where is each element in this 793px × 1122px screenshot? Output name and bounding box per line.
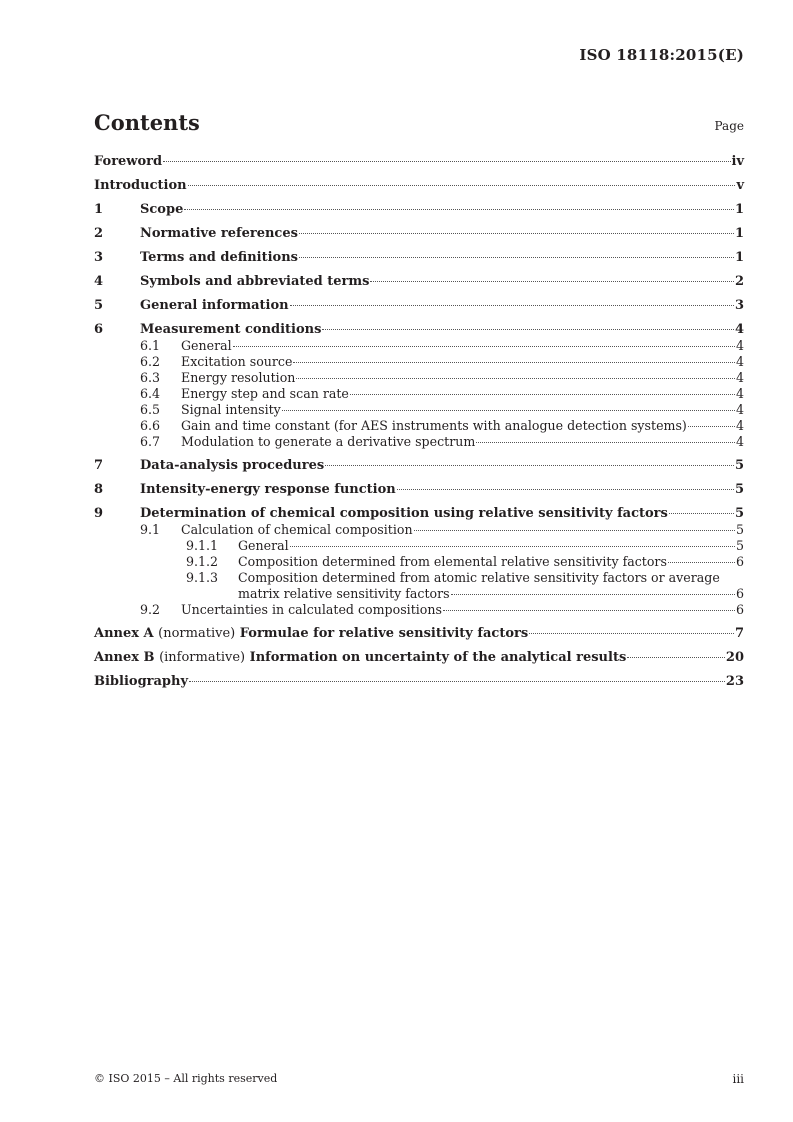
contents-title: Contents [94, 110, 200, 135]
toc-entry-6-4-energy-step-scan-rate[interactable] [94, 386, 744, 402]
toc-leader-dots [325, 465, 734, 466]
toc-section-number: 6.4 [140, 386, 161, 401]
toc-section-number: 7 [94, 458, 104, 473]
toc-entry-6-5-signal-intensity[interactable] [94, 402, 744, 418]
toc-leader-dots [282, 410, 735, 411]
toc-entry-9-1-2-elemental-rsf[interactable] [94, 554, 744, 570]
toc-entry-text: General [238, 538, 289, 553]
toc-entry-scope[interactable] [94, 202, 744, 218]
toc-entry-text: Excitation source [181, 354, 293, 369]
toc-entry-text: Bibliography [94, 674, 189, 689]
toc-page-number: 4 [735, 370, 744, 385]
toc-entry-text: Normative references [140, 226, 298, 241]
toc-section-number: 9.1.2 [186, 554, 219, 569]
toc-section-number: 9.1.3 [186, 570, 219, 585]
toc-entry-terms-and-definitions[interactable] [94, 250, 744, 266]
toc-entry-text-line2: matrix relative sensitivity factors [238, 586, 450, 601]
toc-leader-dots [529, 633, 734, 634]
toc-page-number: 5 [734, 458, 744, 473]
toc-entry-9-2-uncertainties[interactable] [94, 602, 744, 618]
toc-page-number: 6 [735, 554, 744, 569]
toc-entry-6-3-energy-resolution[interactable] [94, 370, 744, 386]
toc-entry-6-2-excitation-source[interactable] [94, 354, 744, 370]
toc-page-number: 5 [734, 506, 744, 521]
toc-entry-text: Signal intensity [181, 402, 281, 417]
toc-entry-9-1-3-atomic-rsf[interactable] [94, 570, 744, 602]
toc-entry-text: General information [140, 298, 289, 313]
toc-entry-text: Introduction [94, 178, 187, 193]
copyright-notice: © ISO 2015 – All rights reserved [94, 1072, 278, 1085]
toc-entry-text: General [181, 338, 232, 353]
toc-entry-normative-references[interactable] [94, 226, 744, 242]
toc-entry-9-1-1-general[interactable] [94, 538, 744, 554]
toc-entry-text: Composition determined from elemental relative sensitivity factors [238, 554, 667, 569]
toc-entry-text: Gain and time constant (for AES instruments with analogue detection systems) [181, 418, 687, 433]
toc-section-number: 6.2 [140, 354, 161, 369]
toc-leader-dots [370, 281, 733, 282]
toc-page-number: 4 [735, 418, 744, 433]
toc-leader-dots [299, 233, 734, 234]
toc-entry-text [94, 626, 528, 642]
toc-leader-dots [451, 594, 735, 595]
toc-leader-dots [290, 305, 734, 306]
toc-entry-determination-chemical-composition[interactable] [94, 506, 744, 522]
toc-page-number: 1 [734, 250, 744, 265]
toc-section-number: 8 [94, 482, 104, 497]
toc-section-number: 1 [94, 202, 104, 217]
toc-page-number: 4 [735, 402, 744, 417]
toc-entry-symbols-abbreviated-terms[interactable] [94, 274, 744, 290]
toc-entry-text: Data-analysis procedures [140, 458, 325, 473]
toc-page-number: 4 [735, 338, 744, 353]
toc-leader-dots [443, 610, 735, 611]
toc-page-number: iv [731, 154, 744, 169]
document-header: ISO 18118:2015(E) [579, 46, 744, 64]
toc-page-number: 6 [735, 586, 744, 601]
annex-kind: (normative) [158, 626, 236, 641]
toc-page-number: 1 [734, 226, 744, 241]
toc-section-number: 9.1 [140, 522, 161, 537]
toc-leader-dots [476, 442, 735, 443]
toc-entry-text: Scope [140, 202, 184, 217]
toc-entry-text: Uncertainties in calculated compositions [181, 602, 442, 617]
toc-leader-dots [184, 209, 734, 210]
page-number: iii [732, 1072, 744, 1086]
toc-entry-6-7-modulation[interactable] [94, 434, 744, 450]
annex-kind: (informative) [159, 650, 246, 665]
toc-section-number: 6.1 [140, 338, 161, 353]
annex-label: Annex B [94, 650, 155, 665]
toc-entry-6-6-gain-time-constant[interactable] [94, 418, 744, 434]
toc-page-number: 7 [734, 626, 744, 641]
toc-section-number: 6 [94, 322, 104, 337]
toc-entry-annex-a[interactable] [94, 626, 744, 642]
toc-entry-text: Intensity-energy response function [140, 482, 396, 497]
toc-page-number: 6 [735, 602, 744, 617]
toc-section-number: 5 [94, 298, 104, 313]
toc-entry-text [94, 650, 626, 666]
toc-entry-9-1-calculation[interactable] [94, 522, 744, 538]
toc-entry-text: Energy resolution [181, 370, 296, 385]
annex-title: Formulae for relative sensitivity factors [239, 626, 529, 641]
toc-section-number: 9 [94, 506, 104, 521]
toc-leader-dots [350, 394, 735, 395]
contents-title-row [94, 110, 744, 135]
toc-leader-dots [293, 362, 735, 363]
toc-section-number: 9.1.1 [186, 538, 219, 553]
toc-section-number: 4 [94, 274, 104, 289]
toc-leader-dots [397, 489, 734, 490]
toc-entry-text: Calculation of chemical composition [181, 522, 413, 537]
toc-entry-text: Energy step and scan rate [181, 386, 349, 401]
toc-leader-dots [188, 185, 736, 186]
toc-section-number: 2 [94, 226, 104, 241]
toc-leader-dots [233, 346, 735, 347]
toc-entry-text: Symbols and abbreviated terms [140, 274, 370, 289]
toc-page-number: 5 [735, 538, 744, 553]
toc-leader-dots [163, 161, 730, 162]
toc-page-number: 5 [734, 482, 744, 497]
toc-page-number: 4 [734, 322, 744, 337]
toc-section-number: 6.6 [140, 418, 161, 433]
toc-entry-measurement-conditions[interactable] [94, 322, 744, 338]
toc-page-number: v [736, 178, 744, 193]
toc-section-number: 9.2 [140, 602, 161, 617]
toc-page-number: 20 [725, 650, 744, 665]
page-column-label: Page [714, 119, 744, 133]
annex-label: Annex A [94, 626, 154, 641]
toc-leader-dots [414, 530, 735, 531]
toc-leader-dots [669, 513, 734, 514]
toc-entry-text: Foreword [94, 154, 163, 169]
toc-page-number: 3 [734, 298, 744, 313]
toc-page-number: 2 [734, 274, 744, 289]
toc-entry-text-line1: Composition determined from atomic relative sensitivity factors or average [238, 570, 720, 585]
toc-page-number: 4 [735, 434, 744, 449]
toc-entry-data-analysis-procedures[interactable] [94, 458, 744, 474]
toc-entry-text: Measurement conditions [140, 322, 322, 337]
toc-leader-dots [299, 257, 734, 258]
toc-entry-annex-b[interactable] [94, 650, 744, 666]
toc-leader-dots [296, 378, 735, 379]
toc-page-number: 4 [735, 386, 744, 401]
toc-page-number: 5 [735, 522, 744, 537]
toc-entry-text: Terms and definitions [140, 250, 298, 265]
toc-page-number: 1 [734, 202, 744, 217]
toc-entry-intensity-energy-response[interactable] [94, 482, 744, 498]
toc-page-number: 23 [725, 674, 744, 689]
toc-entry-foreword[interactable] [94, 154, 744, 170]
toc-leader-dots [189, 681, 725, 682]
toc-leader-dots [627, 657, 725, 658]
toc-entry-text: Determination of chemical composition using relative sensitivity factors [140, 506, 668, 521]
toc-leader-dots [688, 426, 735, 427]
page-footer [94, 1072, 744, 1086]
toc-entry-text: Modulation to generate a derivative spectrum [181, 434, 476, 449]
toc-leader-dots [322, 329, 734, 330]
toc-section-number: 6.3 [140, 370, 161, 385]
toc-entry-6-1-general[interactable] [94, 338, 744, 354]
toc-leader-dots [290, 546, 735, 547]
toc-page-number: 4 [735, 354, 744, 369]
table-of-contents [94, 154, 744, 690]
toc-section-number: 3 [94, 250, 104, 265]
annex-title: Information on uncertainty of the analytical results [249, 650, 627, 665]
toc-entry-introduction[interactable] [94, 178, 744, 194]
toc-entry-general-information[interactable] [94, 298, 744, 314]
toc-leader-dots [668, 562, 735, 563]
toc-entry-bibliography[interactable] [94, 674, 744, 690]
toc-section-number: 6.5 [140, 402, 161, 417]
toc-section-number: 6.7 [140, 434, 161, 449]
